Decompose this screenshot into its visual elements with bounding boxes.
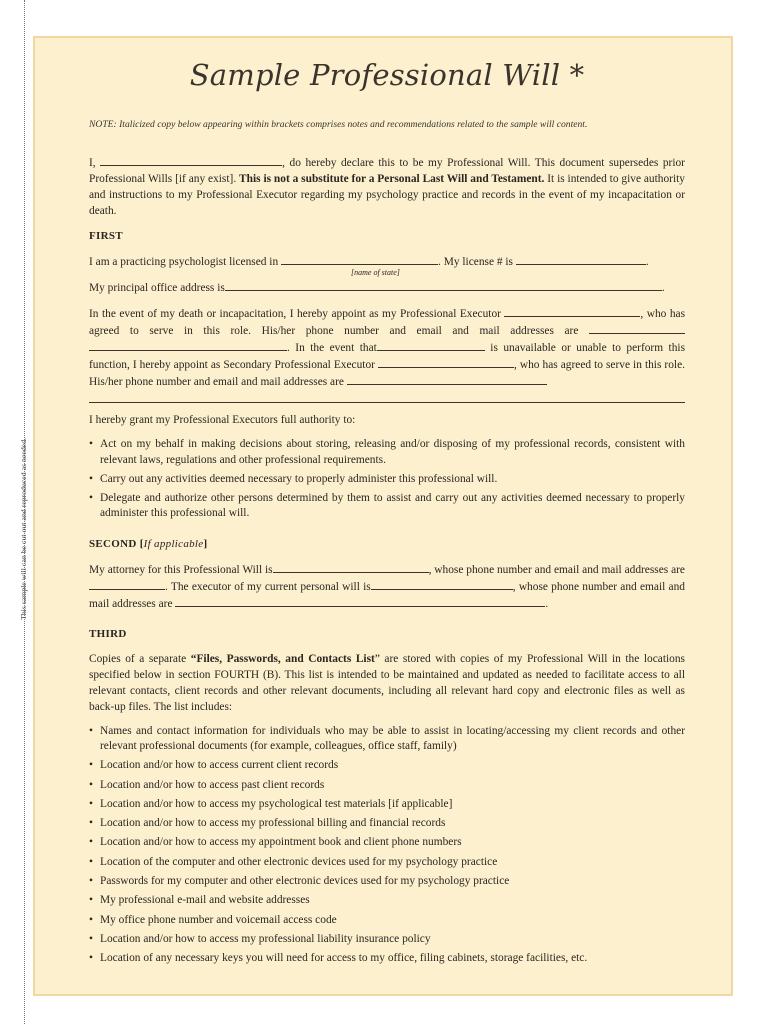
- will-body: [89, 154, 685, 977]
- attorney-text-d: , whose phone number and email and mail addresses are: [89, 580, 685, 610]
- personal-executor-contact-blank[interactable]: [175, 595, 545, 607]
- state-blank[interactable]: [281, 253, 438, 265]
- exec-text-d: is unavailable or unable to perform this function, I hereby appoint as Secondary Professional Executor: [89, 342, 686, 371]
- exec-text-b: , who has agreed to serve in this role. His/her phone number and email and mail addresses are: [89, 308, 686, 337]
- executor-contact-blank-2[interactable]: [89, 339, 287, 351]
- license-text-c: .: [645, 256, 649, 268]
- attorney-blank[interactable]: [273, 561, 429, 573]
- files-list-name: “Files, Passwords, and Contacts List: [190, 652, 375, 665]
- list-item: • Names and contact information for individuals who may be able to assist in locating/accessing my client records and other relevant professional documents (for example, colleagues, office staff, family): [89, 724, 685, 755]
- executor-name-blank[interactable]: [377, 339, 485, 351]
- exec-text-c: . In the event that: [287, 342, 377, 354]
- attorney-end: .: [545, 597, 549, 610]
- grant-line: I hereby grant my Professional Executors full authority to:: [89, 414, 356, 426]
- list-item: • Location and/or how to access my appointment book and client phone numbers: [89, 835, 685, 851]
- list-item: • Carry out any activities deemed necessary to properly administer this professional will.: [89, 472, 685, 488]
- editorial-note: NOTE: Italicized copy below appearing within brackets comprises notes and recommendations related to the sample will content.: [89, 119, 588, 130]
- exec-text-a: In the event of my death or incapacitation, I hereby appoint as my Professional Executor: [89, 308, 505, 320]
- office-end: .: [661, 282, 665, 294]
- attorney-text-a: My attorney for this Professional Will is: [89, 563, 273, 576]
- license-text-b: . My license # is: [438, 256, 516, 268]
- license-number-blank[interactable]: [516, 253, 646, 265]
- list-item: • Location of any necessary keys you will need for access to my office, filing cabinets, storage facilities, etc.: [89, 951, 685, 967]
- list-item: • Location and/or how to access past client records: [89, 778, 685, 794]
- authority-list: [89, 437, 685, 522]
- intro-text-b: , do hereby declare this to be my Professional Will. This document supersedes prior Professional Wills [if any exist].: [89, 157, 685, 185]
- executor-blank[interactable]: [504, 305, 640, 317]
- files-paragraph: [89, 651, 685, 715]
- section-third-heading: THIRD: [89, 627, 127, 640]
- executor-contact-blank-1[interactable]: [589, 322, 685, 334]
- secondary-contact-blank-1[interactable]: [347, 373, 547, 385]
- list-item: • Location and/or how to access my psychological test materials [if applicable]: [89, 797, 685, 813]
- list-item: • Delegate and authorize other persons determined by them to assist and carry out any activities deemed necessary to properly administer this professional will.: [89, 491, 685, 522]
- license-text-a: I am a practicing psychologist licensed in: [89, 256, 282, 268]
- intro-paragraph: [89, 154, 685, 219]
- intro-disclaimer: This is not a substitute for a Personal Last Will and Testament.: [239, 173, 545, 185]
- personal-executor-blank[interactable]: [371, 578, 513, 590]
- side-note: This sample will can be cut out and reproduced as needed.: [19, 437, 28, 620]
- will-panel: [33, 36, 733, 996]
- list-item: • My professional e-mail and website addresses: [89, 893, 685, 909]
- section-second-heading: SECOND [If applicable]: [89, 537, 208, 550]
- attorney-text-b: , whose phone number and email and mail addresses are: [428, 563, 685, 576]
- intro-text-a: I,: [89, 157, 101, 169]
- executor-paragraph: [89, 305, 685, 403]
- second-heading-text: SECOND: [89, 537, 137, 550]
- list-item: • Location and/or how to access my professional liability insurance policy: [89, 932, 685, 948]
- list-item: • Location of the computer and other electronic devices used for my psychology practice: [89, 855, 685, 871]
- name-blank[interactable]: [100, 154, 282, 166]
- attorney-contact-blank[interactable]: [89, 578, 165, 590]
- files-text-b: ” are stored with copies of my Professional Will in the locations specified below in section FOURTH (B). This list is intended to be maintained and updated as needed to facilitate access to all relevant contacts, client records and other relevant documents, including all relevant hard copy and electronic files as well as back-up files. The list includes:: [89, 652, 685, 713]
- attorney-text-c: . The executor of my current personal will is: [165, 580, 371, 593]
- secondary-contact-blank-2[interactable]: [89, 390, 685, 403]
- list-item: • My office phone number and voicemail access code: [89, 913, 685, 929]
- intro-text-c: It is intended to give authority and instructions to my Professional Executor regarding my psychology practice and records in the event of my incapacitation or death.: [89, 173, 685, 217]
- list-item: • Location and/or how to access my professional billing and financial records: [89, 816, 685, 832]
- page-title: Sample Professional Will *: [189, 58, 585, 92]
- office-text: My principal office address is: [89, 282, 225, 294]
- list-item: • Act on my behalf in making decisions about storing, releasing and/or disposing of my professional records, consistent with relevant laws, regulations and other professional requirements.: [89, 437, 685, 468]
- office-line: [89, 279, 685, 296]
- files-list: [89, 724, 685, 967]
- files-text-a: Copies of a separate: [89, 652, 191, 665]
- secondary-executor-blank[interactable]: [378, 356, 514, 368]
- office-address-blank[interactable]: [225, 279, 662, 291]
- exec-text-e: , who has agreed to serve in this role. His/her phone number and email and mail addresses are: [89, 359, 685, 388]
- license-line: [89, 253, 685, 277]
- second-heading-note: If applicable: [143, 537, 204, 550]
- state-hint: [name of state]: [351, 268, 400, 277]
- attorney-paragraph: [89, 561, 685, 612]
- list-item: • Location and/or how to access current client records: [89, 758, 685, 774]
- section-first-heading: FIRST: [89, 230, 123, 242]
- list-item: • Passwords for my computer and other electronic devices used for my psychology practice: [89, 874, 685, 890]
